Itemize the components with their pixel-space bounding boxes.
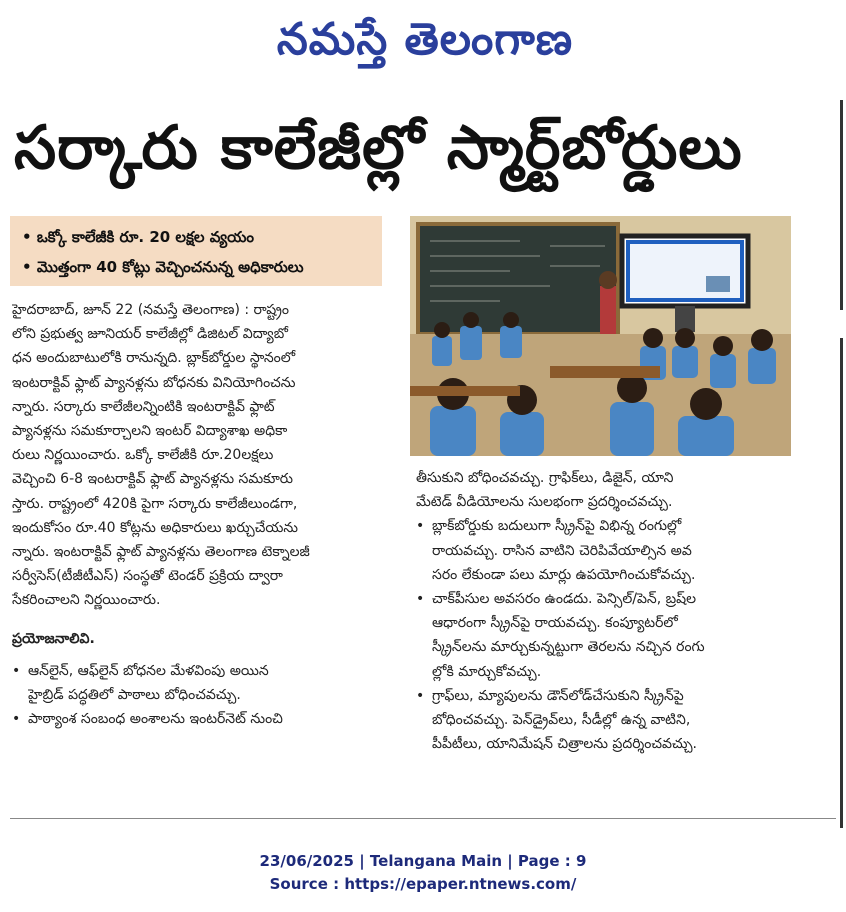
- headline: సర్కారు కాలేజీల్లో స్మార్ట్‌బోర్డులు: [14, 113, 743, 183]
- benefit-bullet: • గ్రాఫ్‌లు, మ్యాపులను డౌన్‌లోడ్‌చేసుకుని స్క్రీన్‌పై బోధించవచ్చు. పెన్‌డ్రైవ్‌లు, సీడీల్లో ఉన్న వాటిని, పీపీటీలు, యానిమేషన్ చిత్రాలను ప్రదర్శించవచ్చు.: [416, 684, 788, 757]
- bullet-icon: •: [416, 687, 425, 704]
- body-line: సర్వీసెస్(టీజీటీఎస్) సంస్థతో టెండర్ ప్రక్రియ ద్వారా: [12, 568, 283, 585]
- benefit-bullet: • పాఠ్యాంశ సంబంధ అంశాలను ఇంటర్‌నెట్ నుంచి: [12, 707, 382, 731]
- masthead-logo: నమస్తే తెలంగాణ: [276, 14, 574, 65]
- bullet-icon: •: [416, 591, 425, 608]
- body-line: తీసుకుని బోధించవచ్చు. గ్రాఫిక్‌లు, డిజైన్, యాని: [416, 470, 674, 486]
- body-line: న్నారు. సర్కారు కాలేజీలన్నింటికి ఇంటరాక్టివ్ ఫ్లాట్: [12, 398, 275, 415]
- classroom-photo: [410, 216, 791, 456]
- body-line: న్నారు. ఇంటరాక్టివ్ ఫ్లాట్ ప్యానళ్లను తెలంగాణ టెక్నాలజీ: [12, 544, 310, 561]
- benefit-bullet: • బ్లాక్‌బోర్డుకు బదులుగా స్క్రీన్‌పై విభిన్న రంగుల్లో రాయవచ్చు. రాసిన వాటిని చెరిపివేయాల్సిన అవ సరం లేకుండా పలు మార్లు ఉపయోగించుకోవచ్చు.: [416, 514, 788, 587]
- footer-edition-line: 23/06/2025 | Telangana Main | Page : 9: [259, 852, 587, 870]
- body-line: లోని ప్రభుత్వ జూనియర్ కాలేజీల్లో డిజిటల్ విద్యాబో: [12, 326, 288, 343]
- right-edge-rule-lower: [840, 338, 843, 828]
- bottom-rule: [10, 818, 836, 819]
- footer-source-line: Source : https://epaper.ntnews.com/: [269, 875, 577, 893]
- body-line: ఇంటరాక్టివ్ ఫ్లాట్ ప్యానళ్లను బోధనకు వినియోగించను: [12, 374, 296, 391]
- bullet-icon: •: [22, 258, 32, 276]
- bullet-icon: •: [12, 711, 21, 728]
- spacer: [12, 613, 382, 627]
- highlights-box: [10, 216, 382, 286]
- body-line: వెచ్చించి 6-8 ఇంటరాక్టివ్ ఫ్లాట్ ప్యానళ్లను సమకూరు: [12, 471, 293, 488]
- benefit-bullet: • ఆన్‌లైన్, ఆఫ్‌లైన్ బోధనల మేళవింపు అయిన హైబ్రిడ్ పద్ధతిలో పాఠాలు బోధించవచ్చు.: [12, 659, 382, 707]
- benefits-heading: ప్రయోజనాలివి.: [12, 630, 95, 647]
- article-body-right: [416, 466, 788, 756]
- body-line: సేకరించాలని నిర్ణయించారు.: [12, 592, 161, 609]
- highlight-item: • మొత్తంగా 40 కోట్లు వెచ్చించనున్న అధికారులు: [22, 258, 304, 276]
- bullet-icon: •: [12, 662, 21, 679]
- body-line: ప్యానళ్లను సమకూర్చాలని ఇంటర్ విద్యాశాఖ అధికా: [12, 423, 288, 440]
- body-line: స్తారు. రాష్ట్రంలో 420కి పైగా సర్కారు కాలేజీలుండగా,: [12, 495, 298, 512]
- body-line: మేటెడ్ వీడియోలను సులభంగా ప్రదర్శించవచ్చు.: [416, 494, 673, 511]
- article-body-left: [12, 298, 382, 731]
- body-line: రులు నిర్ణయించారు. ఒక్కో కాలేజీకి రూ.20లక్షలు: [12, 447, 274, 464]
- body-line: ధన అందుబాటులోకి రానున్నది. బ్లాక్‌బోర్డుల స్థానంలో: [12, 350, 296, 367]
- highlight-item: • ఒక్కో కాలేజీకి రూ. 20 లక్షల వ్యయం: [22, 228, 255, 246]
- body-line: ఇందుకోసం రూ.40 కోట్లను అధికారులు ఖర్చుచేయను: [12, 519, 299, 536]
- benefit-bullet: • చాక్‌పీసుల అవసరం ఉండదు. పెన్సిల్/పెన్, బ్రష్‌ల ఆధారంగా స్క్రీన్‌పై రాయవచ్చు. కంప్యూటర్‌లో స్క్రీన్‌లను మార్చుకున్నట్టుగా తెరలను నచ్చిన రంగు ల్లోకి మార్చుకోవచ్చు.: [416, 587, 788, 684]
- bullet-icon: •: [416, 518, 425, 535]
- right-edge-rule: [840, 100, 843, 310]
- classroom-illustration: [410, 216, 791, 456]
- spacer: [12, 651, 382, 659]
- body-line: హైదరాబాద్, జూన్ 22 (నమస్తే తెలంగాణ) : రాష్ట్రం: [12, 302, 289, 318]
- bullet-icon: •: [22, 228, 32, 246]
